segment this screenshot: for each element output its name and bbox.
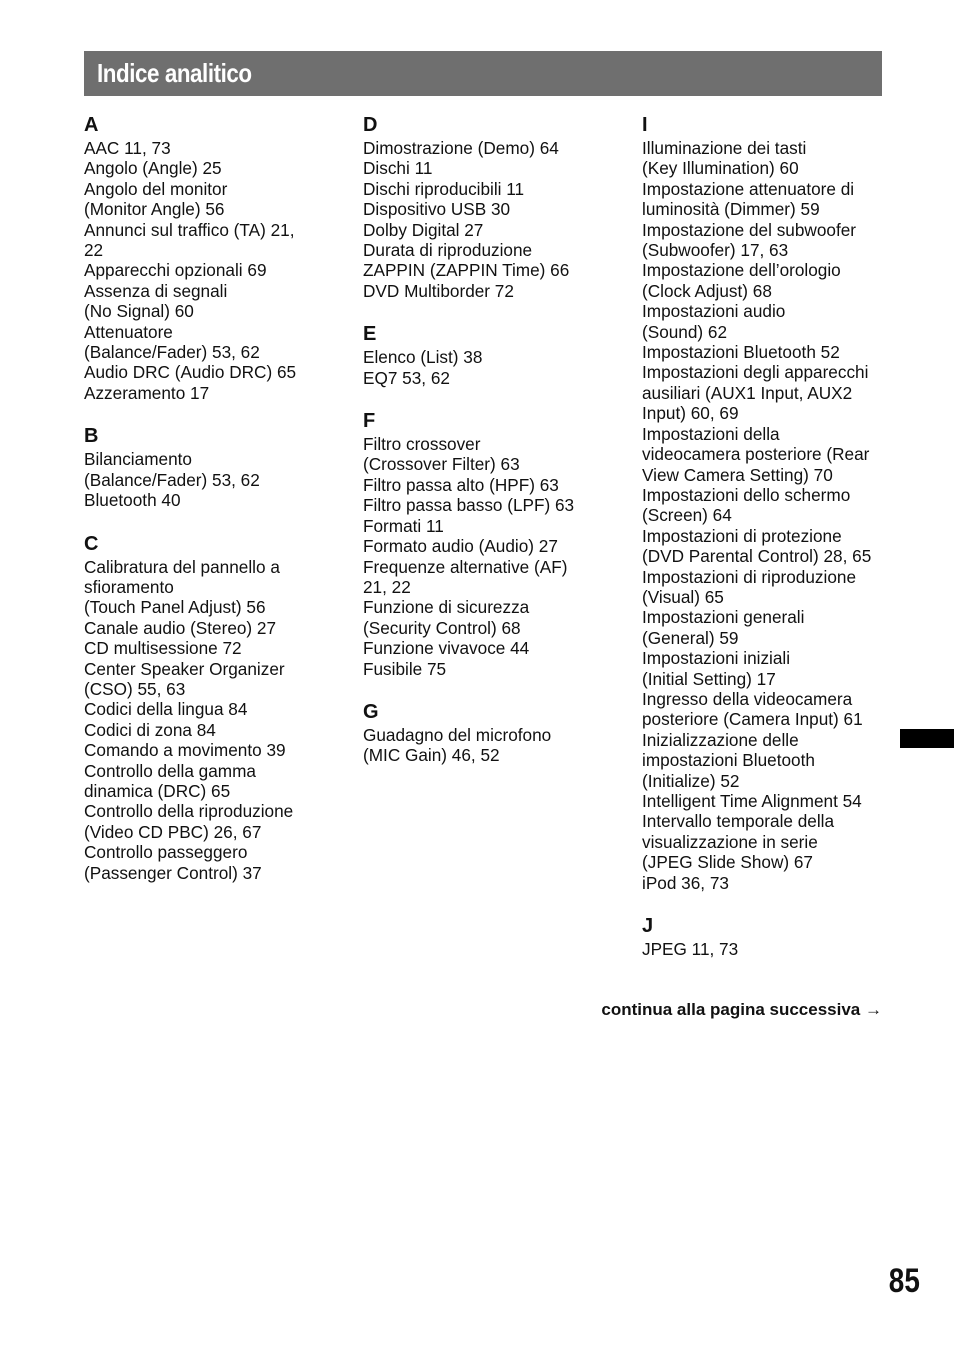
index-entry: Codici di zona 84 [84,719,216,740]
index-entry-list [84,557,334,884]
section-letter: G [363,700,379,723]
index-entry: Fusibile 75 [363,658,447,679]
index-entry: (Video CD PBC) 26, 67 [84,821,262,842]
index-section-i [642,112,892,893]
index-entry: View Camera Setting) 70 [642,464,833,485]
index-section-j [642,913,892,959]
index-entry: visualizzazione in serie [642,831,818,852]
index-entry: Dischi riproducibili 11 [363,178,525,199]
index-entry: (Clock Adjust) 68 [642,280,772,301]
index-entry: sfioramento [84,576,174,597]
index-entry: (General) 59 [642,627,739,648]
index-entry: Attenuatore [84,321,173,342]
index-entry: Apparecchi opzionali 69 [84,260,267,281]
index-entry: Formati 11 [363,515,444,536]
index-entry: Impostazioni di protezione [642,525,842,546]
index-entry: (Monitor Angle) 56 [84,199,225,220]
index-entry: (MIC Gain) 46, 52 [363,745,500,766]
index-entry: Assenza di segnali [84,280,228,301]
index-section-d [363,112,613,301]
index-entry: Impostazioni degli apparecchi [642,362,869,383]
index-entry-list [84,449,334,510]
index-entry: Azzeramento 17 [84,382,210,403]
index-entry: Durata di riproduzione [363,240,533,261]
index-entry-list [363,138,613,301]
index-entry: (Screen) 64 [642,505,732,526]
index-entry: Filtro crossover [363,434,481,455]
index-entry: (Balance/Fader) 53, 62 [84,469,260,490]
index-entry: Intervallo temporale della [642,811,835,832]
index-entry: luminosità (Dimmer) 59 [642,199,820,220]
index-entry: (JPEG Slide Show) 67 [642,852,813,873]
section-letter: B [84,425,99,448]
index-entry: dinamica (DRC) 65 [84,780,231,801]
index-entry: Angolo del monitor [84,178,228,199]
index-entry: Filtro passa alto (HPF) 63 [363,474,559,495]
index-entry: Funzione vivavoce 44 [363,638,530,659]
index-entry-list [363,347,613,388]
index-entry: Impostazioni audio [642,301,786,322]
index-entry: Calibratura del pannello a [84,556,280,577]
index-entry: DVD Multiborder 72 [363,280,514,301]
index-section-a [84,112,334,403]
index-entry: Impostazione del subwoofer [642,219,857,240]
index-entry: (Touch Panel Adjust) 56 [84,597,266,618]
index-section-b [84,423,334,510]
index-entry: Canale audio (Stereo) 27 [84,617,277,638]
index-entry: 21, 22 [363,576,411,597]
index-section-g [363,699,613,766]
index-entry: Impostazione attenuatore di [642,178,855,199]
index-entry: (Initial Setting) 17 [642,668,776,689]
index-entry: Impostazioni dello schermo [642,484,851,505]
index-entry: (Balance/Fader) 53, 62 [84,342,260,363]
index-entry-list [363,434,613,679]
section-letter: C [84,532,99,555]
index-entry: Bluetooth 40 [84,490,181,511]
page-number: 85 [888,1262,920,1300]
index-entry-list [363,725,613,766]
index-entry: posteriore (Camera Input) 61 [642,709,863,730]
index-entry: (Initialize) 52 [642,770,740,791]
index-entry: Controllo della riproduzione [84,801,294,822]
index-entry: Impostazioni generali [642,607,805,628]
page-title: Indice analitico [97,58,252,88]
title-bar [84,51,882,96]
continue-text: continua alla pagina successiva [601,1000,861,1019]
index-entry: EQ7 53, 62 [363,367,450,388]
index-entry: (Sound) 62 [642,321,728,342]
index-entry: Guadagno del microfono [363,724,552,745]
index-entry: (DVD Parental Control) 28, 65 [642,546,872,567]
index-entry: Impostazione dell’orologio [642,260,841,281]
index-entry: iPod 36, 73 [642,872,729,893]
index-entry: Dischi 11 [363,158,433,179]
index-entry: Funzione di sicurezza [363,597,530,618]
index-section-e [363,321,613,388]
index-entry: Intelligent Time Alignment 54 [642,791,862,811]
index-entry: Dimostrazione (Demo) 64 [363,138,559,158]
index-entry: ZAPPIN (ZAPPIN Time) 66 [363,260,570,281]
index-entry: Controllo della gamma [84,760,256,781]
index-entry: Ingresso della videocamera [642,688,853,709]
index-entry: Impostazioni Bluetooth 52 [642,342,840,363]
section-letter: D [363,114,378,136]
section-letter: E [363,323,377,346]
index-section-c [84,531,334,884]
index-entry: Codici della lingua 84 [84,699,248,720]
index-entry: Impostazioni di riproduzione [642,566,857,587]
index-entry: Impostazioni della [642,423,780,444]
index-entry: JPEG 11, 73 [642,939,739,960]
section-letter: A [84,114,99,136]
index-section-f [363,408,613,679]
section-letter: I [642,114,648,136]
index-column-1 [84,112,334,903]
index-entry: (Security Control) 68 [363,617,521,638]
index-entry: Frequenze alternative (AF) [363,556,568,577]
index-entry: Audio DRC (Audio DRC) 65 [84,362,297,383]
continue-note [601,999,882,1021]
index-column-3 [642,112,892,979]
section-letter: J [642,915,654,938]
index-entry: Annunci sul traffico (TA) 21, [84,219,295,240]
index-entry: Controllo passeggero [84,842,248,863]
index-column-2 [363,112,613,786]
index-entry: Filtro passa basso (LPF) 63 [363,495,575,516]
index-entry: Bilanciamento [84,449,192,470]
index-entry: Angolo (Angle) 25 [84,158,222,179]
index-entry: (Passenger Control) 37 [84,862,262,883]
index-entry: Center Speaker Organizer [84,658,285,679]
arrow-right-icon: → [865,1000,882,1019]
index-entry-list [642,939,892,959]
index-entry: Comando a movimento 39 [84,740,286,761]
index-entry: (Subwoofer) 17, 63 [642,240,789,261]
index-entry: Formato audio (Audio) 27 [363,536,558,557]
index-entry: CD multisessione 72 [84,638,242,659]
index-entry: (Visual) 65 [642,586,724,607]
section-tab-marker [900,729,954,748]
index-entry: Elenco (List) 38 [363,347,483,368]
index-entry: 22 [84,240,104,261]
index-entry: Dispositivo USB 30 [363,199,511,220]
section-letter: F [363,410,376,433]
index-entry: Impostazioni iniziali [642,648,791,669]
index-entry: (CSO) 55, 63 [84,678,186,699]
index-entry: Dolby Digital 27 [363,219,484,240]
index-entry-list [642,138,892,893]
index-entry: AAC 11, 73 [84,138,171,158]
index-entry: Inizializzazione delle [642,729,799,750]
index-entry: Input) 60, 69 [642,403,739,424]
index-entry: videocamera posteriore (Rear [642,444,870,465]
index-entry-list [84,138,334,403]
index-entry: impostazioni Bluetooth [642,750,815,771]
index-entry: Illuminazione dei tasti [642,138,807,158]
index-entry: (No Signal) 60 [84,301,194,322]
index-entry: ausiliari (AUX1 Input, AUX2 [642,382,853,403]
index-entry: (Crossover Filter) 63 [363,454,520,475]
index-entry: (Key Illumination) 60 [642,158,799,179]
